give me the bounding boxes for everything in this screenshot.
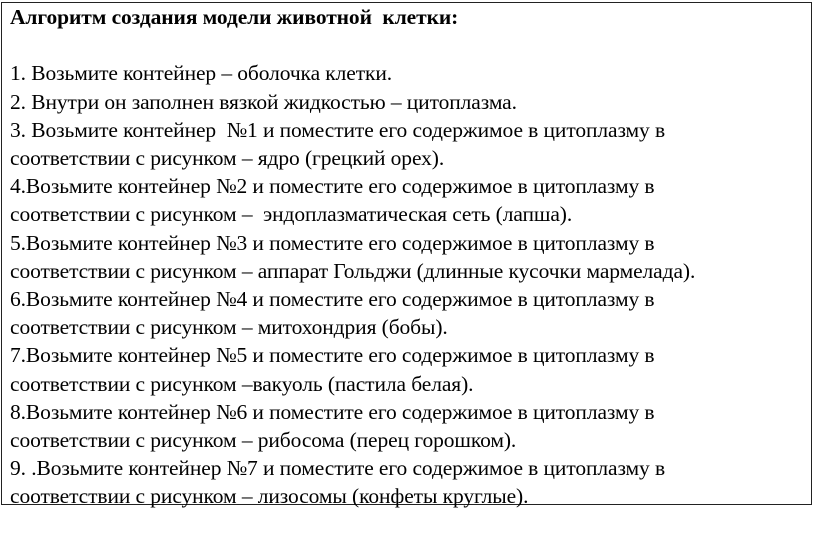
step-2 [10, 88, 810, 116]
step-6-line-2: соответствии с рисунком – митохондрия (бобы). [10, 315, 448, 340]
step-6 [10, 285, 810, 341]
step-8 [10, 398, 810, 454]
step-7 [10, 341, 810, 397]
step-4 [10, 172, 810, 228]
step-8-line-2: соответствии с рисунком – рибосома (перец горошком). [10, 428, 517, 453]
title-spacer [10, 31, 810, 59]
step-7-line-2: соответствии с рисунком –вакуоль (пастила белая). [10, 371, 474, 396]
step-2-line-1: 2. Внутри он заполнен вязкой жидкостью – цитоплазма. [10, 89, 517, 114]
document-title: Алгоритм создания модели животной клетки: [10, 5, 459, 29]
step-4-line-1: 4.Возьмите контейнер №2 и поместите его содержимое в цитоплазму в [10, 174, 655, 199]
step-3-line-1: 3. Возьмите контейнер №1 и поместите его содержимое в цитоплазму в [10, 117, 666, 142]
step-9-line-2: соответствии с рисунком – лизосомы (конфеты круглые). [10, 484, 529, 509]
step-5-line-2: соответствии с рисунком – аппарат Гольджи (длинные кусочки мармелада). [10, 258, 696, 283]
step-6-line-1: 6.Возьмите контейнер №4 и поместите его содержимое в цитоплазму в [10, 287, 655, 312]
step-4-line-2: соответствии с рисунком – эндоплазматическая сеть (лапша). [10, 202, 573, 227]
step-9 [10, 454, 810, 510]
step-3-line-2: соответствии с рисунком – ядро (грецкий орех). [10, 146, 445, 170]
step-9-line-1: 9. .Возьмите контейнер №7 и поместите его содержимое в цитоплазму в [10, 456, 666, 481]
step-7-line-1: 7.Возьмите контейнер №5 и поместите его содержимое в цитоплазму в [10, 343, 655, 368]
document-body [10, 3, 810, 511]
step-1-line-1: 1. Возьмите контейнер – оболочка клетки. [10, 61, 393, 86]
step-5-line-1: 5.Возьмите контейнер №3 и поместите его содержимое в цитоплазму в [10, 230, 655, 255]
step-3 [10, 116, 810, 172]
step-5 [10, 229, 810, 285]
step-1 [10, 59, 810, 87]
step-8-line-1: 8.Возьмите контейнер №6 и поместите его содержимое в цитоплазму в [10, 399, 655, 424]
